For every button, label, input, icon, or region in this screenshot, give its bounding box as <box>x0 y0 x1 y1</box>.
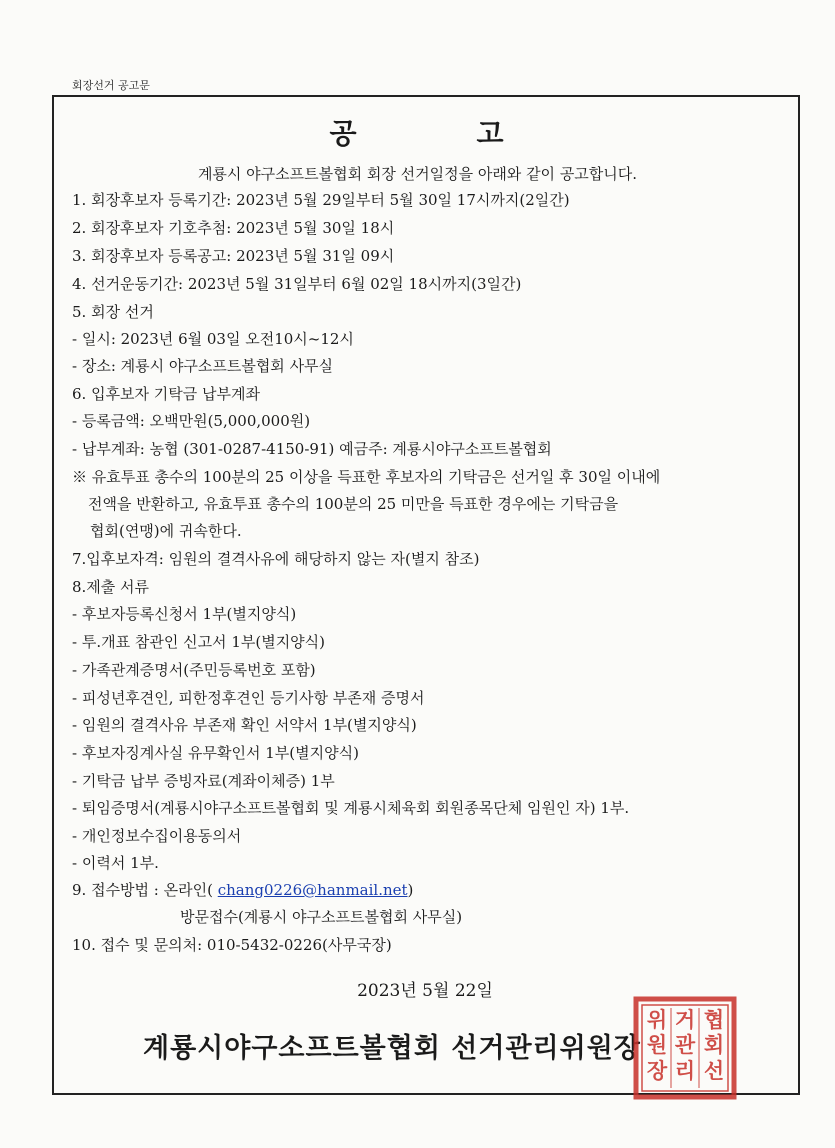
list-item: - 장소: 계룡시 야구소프트볼협회 사무실 <box>72 357 334 375</box>
svg-text:원: 원 <box>646 1032 668 1057</box>
list-item: - 투.개표 참관인 신고서 1부(별지양식) <box>72 633 326 651</box>
list-item: - 후보자징계사실 유무확인서 1부(별지양식) <box>72 744 359 762</box>
list-item: - 후보자등록신청서 1부(별지양식) <box>72 605 297 623</box>
official-seal-icon <box>633 996 737 1100</box>
reception-prefix: 9. 접수방법 : 온라인( <box>72 881 213 899</box>
svg-text:리: 리 <box>674 1058 696 1083</box>
list-item: 5. 회장 선거 <box>72 303 154 321</box>
list-item: - 개인정보수집이용동의서 <box>72 827 242 845</box>
reception-visit: 방문접수(계룡시 야구소프트볼협회 사무실) <box>180 908 463 926</box>
list-item: ※ 유효투표 총수의 100분의 25 이상을 득표한 후보자의 기탁금은 선거일 후 30일 이내에 <box>72 468 661 486</box>
list-item: 2. 회장후보자 기호추첨: 2023년 5월 30일 18시 <box>72 219 395 237</box>
list-item: 7.입후보자격: 임원의 결격사유에 해당하지 않는 자(별지 참조) <box>72 550 480 568</box>
list-item: 4. 선거운동기간: 2023년 5월 31일부터 6월 02일 18시까지(3일간) <box>72 275 522 293</box>
notice-intro: 계룡시 야구소프트볼협회 회장 선거일정을 아래와 같이 공고합니다. <box>197 165 638 183</box>
svg-text:선: 선 <box>703 1058 725 1083</box>
list-item: 3. 회장후보자 등록공고: 2023년 5월 31일 09시 <box>72 247 395 265</box>
svg-text:협: 협 <box>703 1007 725 1032</box>
reception-online <box>72 880 413 900</box>
svg-text:위: 위 <box>646 1007 668 1032</box>
svg-text:장: 장 <box>646 1058 668 1083</box>
document-header-label: 회장선거 공고문 <box>72 79 150 92</box>
list-item: 협회(연맹)에 귀속한다. <box>90 522 242 540</box>
list-item: - 피성년후견인, 피한정후견인 등기사항 부존재 증명서 <box>72 689 425 707</box>
notice-date: 2023년 5월 22일 <box>357 981 493 1001</box>
list-item: - 임원의 결격사유 부존재 확인 서약서 1부(별지양식) <box>72 716 417 734</box>
contact-info: 10. 접수 및 문의처: 010-5432-0226(사무국장) <box>72 936 392 954</box>
svg-text:거: 거 <box>674 1007 696 1032</box>
list-item: - 이력서 1부. <box>72 854 159 872</box>
list-item: 6. 입후보자 기탁금 납부계좌 <box>72 385 261 403</box>
svg-text:관: 관 <box>674 1032 696 1057</box>
title-char-left: 공 <box>329 117 359 150</box>
list-item: - 퇴임증명서(계룡시야구소프트볼협회 및 계룡시체육회 회원종목단체 임원인 자) 1부. <box>72 799 630 817</box>
reception-suffix: ) <box>407 881 414 899</box>
notice-title <box>0 112 835 152</box>
title-char-right: 고 <box>476 117 506 150</box>
list-item: - 일시: 2023년 6월 03일 오전10시~12시 <box>72 330 354 348</box>
list-item: 1. 회장후보자 등록기간: 2023년 5월 29일부터 5월 30일 17시까지(2일간) <box>72 191 570 209</box>
email-link[interactable]: chang0226@hanmail.net <box>217 881 408 899</box>
list-item: - 납부계좌: 농협 (301-0287-4150-91) 예금주: 계룡시야구소프트볼협회 <box>72 440 552 458</box>
list-item: - 가족관계증명서(주민등록번호 포함) <box>72 661 316 679</box>
list-item: - 등록금액: 오백만원(5,000,000원) <box>72 412 311 430</box>
list-item: 8.제출 서류 <box>72 578 150 596</box>
list-item: 전액을 반환하고, 유효투표 총수의 100분의 25 미만을 득표한 경우에는 기탁금을 <box>88 495 619 513</box>
list-item: - 기탁금 납부 증빙자료(계좌이체증) 1부 <box>72 772 335 790</box>
organization-signature: 계룡시야구소프트볼협회 선거관리위원장 <box>143 1033 641 1064</box>
svg-text:회: 회 <box>703 1032 725 1057</box>
